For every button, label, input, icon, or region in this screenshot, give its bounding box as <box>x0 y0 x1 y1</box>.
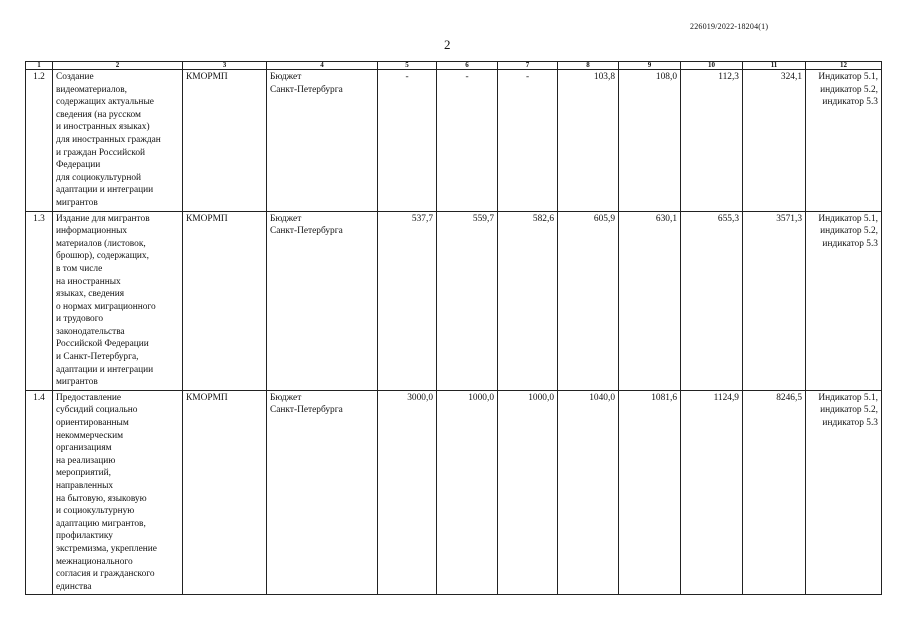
row-indicators: Индикатор 5.1, индикатор 5.2, индикатор 5.3 <box>806 70 882 212</box>
row-value: 3000,0 <box>378 390 437 595</box>
row-value: 537,7 <box>378 211 437 390</box>
row-value: 1124,9 <box>681 390 743 595</box>
row-value: 3571,3 <box>743 211 806 390</box>
row-description: Создание видеоматериалов, содержащих актуальные сведения (на русском и иностранных языках) для иностранных граждан и граждан Российской Федерации для социокультурной адаптации и интеграции мигрантов <box>53 70 183 212</box>
column-header: 4 <box>267 62 378 70</box>
row-value: 1000,0 <box>437 390 498 595</box>
row-organization: КМОРМП <box>183 390 267 595</box>
document-number: 226019/2022-18204(1) <box>690 22 769 31</box>
row-value: 324,1 <box>743 70 806 212</box>
row-funding-source: Бюджет Санкт-Петербурга <box>267 70 378 212</box>
column-header: 10 <box>681 62 743 70</box>
row-value: 112,3 <box>681 70 743 212</box>
row-value: 8246,5 <box>743 390 806 595</box>
table-header-row <box>26 62 882 70</box>
row-value: 103,8 <box>558 70 619 212</box>
row-funding-source: Бюджет Санкт-Петербурга <box>267 211 378 390</box>
column-header: 8 <box>558 62 619 70</box>
column-header: 6 <box>437 62 498 70</box>
row-value: 1000,0 <box>498 390 558 595</box>
row-number: 1.4 <box>26 390 53 595</box>
column-header: 7 <box>498 62 558 70</box>
row-indicators: Индикатор 5.1, индикатор 5.2, индикатор 5.3 <box>806 390 882 595</box>
row-funding-source: Бюджет Санкт-Петербурга <box>267 390 378 595</box>
row-number: 1.3 <box>26 211 53 390</box>
row-value: 108,0 <box>619 70 681 212</box>
column-header: 3 <box>183 62 267 70</box>
row-description: Предоставление субсидий социально ориентированным некоммерческим организациям на реализацию мероприятий, направленных на бытовую, языковую и социокультурную адаптацию мигрантов, профилактику экстремизма, укрепление межнационального согласия и гражданского единства <box>53 390 183 595</box>
row-value: - <box>378 70 437 212</box>
table-row <box>26 211 882 390</box>
table-row <box>26 390 882 595</box>
row-organization: КМОРМП <box>183 70 267 212</box>
row-value: - <box>498 70 558 212</box>
row-value: 655,3 <box>681 211 743 390</box>
row-organization: КМОРМП <box>183 211 267 390</box>
column-header: 11 <box>743 62 806 70</box>
column-header: 2 <box>53 62 183 70</box>
row-value: - <box>437 70 498 212</box>
row-value: 1040,0 <box>558 390 619 595</box>
row-number: 1.2 <box>26 70 53 212</box>
column-header: 12 <box>806 62 882 70</box>
program-table <box>25 61 882 595</box>
table-row <box>26 70 882 212</box>
column-header: 5 <box>378 62 437 70</box>
page-number: 2 <box>444 37 451 52</box>
column-header: 9 <box>619 62 681 70</box>
row-description: Издание для мигрантов информационных материалов (листовок, брошюр), содержащих, в том числе на иностранных языках, сведения о нормах миграционного и трудового законодательства Российской Федерации и Санкт-Петербурга, адаптации и интеграции мигрантов <box>53 211 183 390</box>
column-header: 1 <box>26 62 53 70</box>
row-indicators: Индикатор 5.1, индикатор 5.2, индикатор 5.3 <box>806 211 882 390</box>
row-value: 605,9 <box>558 211 619 390</box>
row-value: 559,7 <box>437 211 498 390</box>
row-value: 1081,6 <box>619 390 681 595</box>
row-value: 582,6 <box>498 211 558 390</box>
row-value: 630,1 <box>619 211 681 390</box>
